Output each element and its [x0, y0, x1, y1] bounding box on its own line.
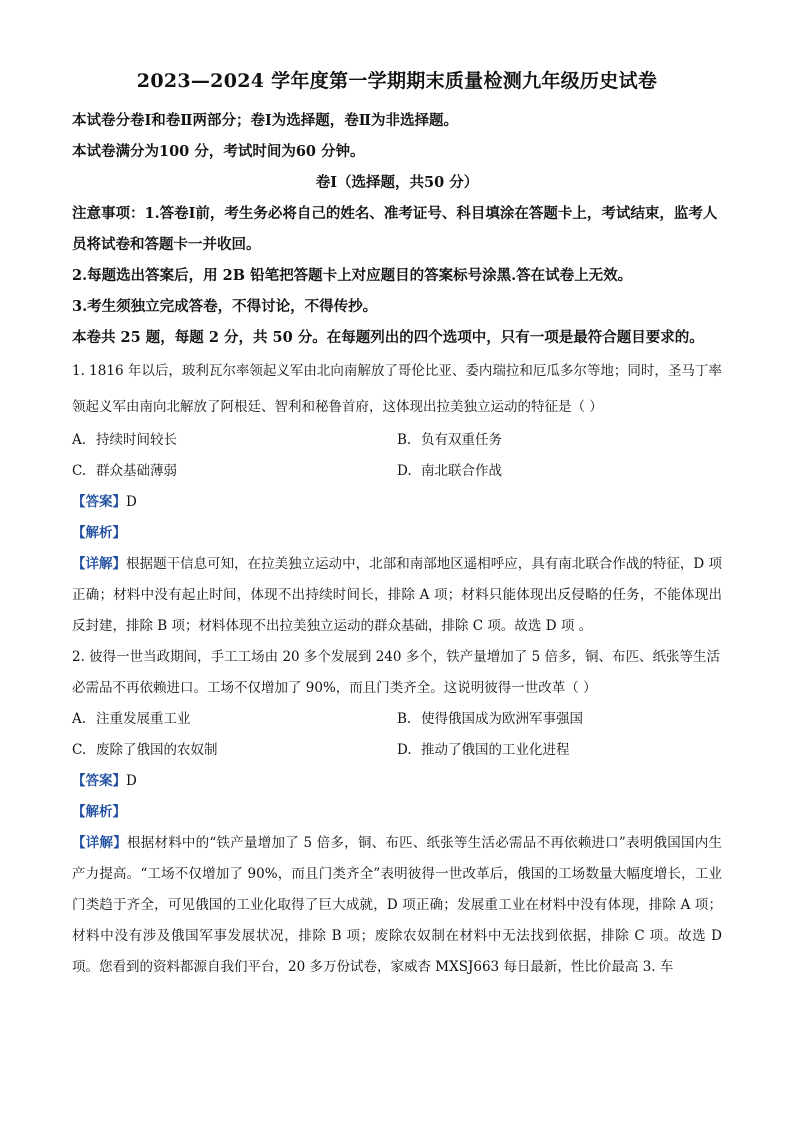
q1-option-b: B. 负有双重任务: [397, 432, 502, 448]
page-title: 2023—2024 学年度第一学期期末质量检测九年级历史试卷: [136, 70, 658, 92]
q2-option-d: D. 推动了俄国的工业化进程: [397, 742, 570, 758]
question-1-stem: 1. 1816 年以后，玻利瓦尔率领起义军由北向南解放了哥伦比亚、委内瑞拉和厄瓜多尔等地；同时，圣马丁率领起义军由南向北解放了阿根廷、智利和秘鲁首府，这体现出拉美独立运动的特征是（ ）: [72, 363, 722, 415]
q2-analysis: 【解析】: [72, 804, 126, 820]
question-2-options: [72, 704, 722, 766]
q1-answer: 【答案】D: [72, 494, 137, 510]
q2-option-b: B. 使得俄国成为欧洲军事强国: [397, 711, 583, 727]
intro-line-1: 本试卷分卷Ⅰ和卷Ⅱ两部分；卷Ⅰ为选择题，卷Ⅱ为非选择题。: [72, 112, 459, 129]
q2-option-c: C. 废除了俄国的农奴制: [72, 742, 218, 758]
q1-option-a: A. 持续时间较长: [72, 432, 177, 448]
q2-detail: 【详解】根据材料中的“铁产量增加了 5 倍多，铜、布匹、纸张等生活必需品不再依赖进口”表明俄国国内生产力提高。“工场不仅增加了 90%，而且门类齐全”表明彼得一世改革后，俄国的工场数量大幅度增长，工业门类趋于齐全，可见俄国的工业化取得了巨大成就，D 项正确；发展重工业在材料中没有体现，排除 A 项；材料中没有涉及俄国军事发展状况，排除 B 项；废除农奴制在材料中无法找到依据，排除 C 项。故选 D 项。您看到的资料都源自我们平台，20 多万份试卷，家威杏 MXSJ663 每日最新，性比价最高 3. 车: [72, 835, 722, 975]
q1-option-d: D. 南北联合作战: [397, 463, 502, 479]
q1-option-c: C. 群众基础薄弱: [72, 463, 177, 479]
intro-line-2: 本试卷满分为100 分，考试时间为60 分钟。: [72, 143, 365, 160]
q2-option-a: A. 注重发展重工业: [72, 711, 191, 727]
q1-detail: 【详解】根据题干信息可知，在拉美独立运动中，北部和南部地区遥相呼应，具有南北联合作战的特征，D 项正确；材料中没有起止时间，体现不出持续时间长，排除 A 项；材料只能体现出反侵略的任务，不能体现出反封建，排除 B 项；材料体现不出拉美独立运动的群众基础，排除 C 项。故选 D 项 。: [72, 556, 723, 634]
question-1-options: [72, 425, 722, 487]
notice-3: 3.考生须独立完成答卷，不得讨论，不得传抄。: [72, 298, 378, 315]
exam-page: [72, 66, 722, 983]
notice-2: 2.每题选出答案后，用 2B 铅笔把答题卡上对应题目的答案标号涂黑.答在试卷上无效。: [72, 267, 633, 284]
question-2-stem: 2. 彼得一世当政期间，手工工场由 20 多个发展到 240 多个，铁产量增加了 5 倍多，铜、布匹、纸张等生活必需品不再依赖进口。工场不仅增加了 90%，而且门类齐全。这说明彼得一世改革（ ）: [72, 649, 720, 696]
q1-analysis: 【解析】: [72, 525, 126, 541]
notice-1: 注意事项：1.答卷Ⅰ前，考生务必将自己的姓名、准考证号、科目填涂在答题卡上，考试结束，监考人员将试卷和答题卡一并收回。: [72, 205, 718, 253]
section-heading: 卷Ⅰ（选择题，共50 分）: [315, 174, 479, 191]
q2-answer: 【答案】D: [72, 773, 137, 789]
notice-4: 本卷共 25 题，每题 2 分，共 50 分。在每题列出的四个选项中，只有一项是最符合题目要求的。: [72, 329, 704, 346]
